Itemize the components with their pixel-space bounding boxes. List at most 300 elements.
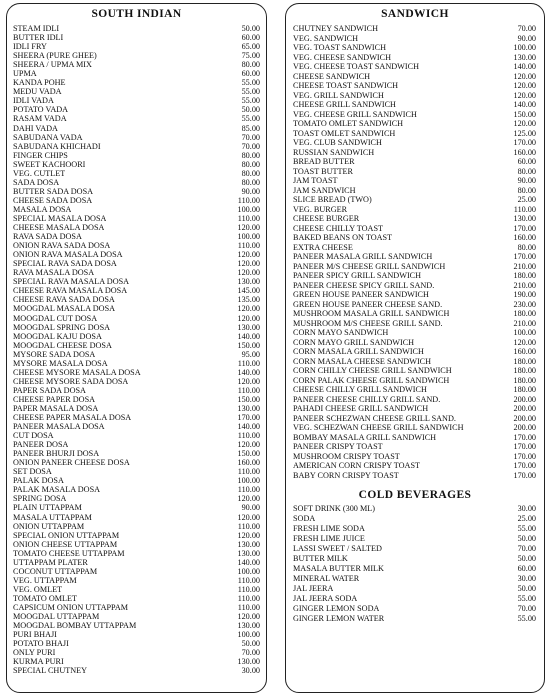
menu-item [13,295,260,304]
menu-item [13,196,260,205]
menu-item [293,574,536,584]
menu-item [293,328,536,338]
menu-item [13,467,260,476]
menu-item-name: VEG. CHEESE TOAST SANDWICH [293,62,420,71]
menu-item [13,187,260,196]
menu-item-price: 140.00 [513,62,536,71]
menu-item [293,385,536,395]
menu-item-price: 150.00 [513,109,536,119]
menu-item-name: VEG. SCHEZWAN CHEESE GRILL SANDWICH [293,423,464,432]
menu-item [293,262,536,272]
menu-item [13,648,260,657]
menu-item-price: 120.00 [513,119,536,128]
menu-item [293,81,536,91]
menu-item-price: 130.00 [237,621,260,631]
menu-item-price: 70.00 [241,648,260,658]
menu-item-price: 60.00 [517,564,536,573]
menu-item-name: BUTTER MILK [293,554,348,563]
menu-item-price: 25.00 [517,195,536,204]
menu-item-price: 120.00 [237,268,260,278]
menu-item [13,395,260,404]
menu-item-price: 50.00 [241,24,260,33]
menu-item-price: 55.00 [241,87,260,97]
menu-item-price: 170.00 [513,252,536,261]
menu-item [293,100,536,110]
menu-item [13,639,260,648]
menu-item [293,395,536,405]
menu-item-price: 80.00 [241,168,260,178]
menu-item-price: 160.00 [513,347,536,356]
menu-item-name: PANEER DOSA [13,440,69,450]
menu-item [293,195,536,205]
menu-item [13,96,260,105]
menu-item [13,449,260,458]
menu-item [13,540,260,549]
menu-item-name: CHEESE SANDWICH [293,71,371,81]
menu-item [293,584,536,594]
menu-item-price: 200.00 [513,394,536,404]
menu-item-name: MYSORE SADA DOSA [13,349,96,359]
menu-item-name: SHEERA / UPMA MIX [13,60,92,70]
menu-item [293,119,536,129]
menu-item-name: PANEER MASALA GRILL SANDWICH [293,252,433,261]
menu-item [13,286,260,295]
menu-item-name: SPECIAL ONION UTTAPPAM [13,530,120,540]
menu-item [293,110,536,120]
menu-item [13,558,260,567]
menu-item-price: 180.00 [513,271,536,280]
menu-item-name: SET DOSA [13,467,52,477]
menu-item-name: PANEER MASALA DOSA [13,422,105,432]
menu-item-price: 170.00 [513,138,536,147]
menu-item [293,186,536,196]
menu-item-price: 230.00 [513,299,536,309]
menu-item [293,319,536,329]
menu-item [13,458,260,467]
menu-item-name: UPMA [13,69,37,79]
menu-item-price: 190.00 [513,290,536,299]
menu-item [13,78,260,87]
menu-item-price: 145.00 [237,286,260,296]
south-indian-heading: SOUTH INDIAN [91,8,182,20]
menu-item-price: 55.00 [241,114,260,124]
menu-item [13,522,260,531]
menu-item [293,554,536,564]
menu-item-name: MOOGDAL CUT DOSA [13,313,98,323]
menu-item-price: 70.00 [241,132,260,142]
menu-item-name: CUT DOSA [13,431,54,441]
menu-item [293,604,536,614]
menu-item [13,621,260,630]
menu-item-name: RAVA SADA DOSA [13,232,82,242]
menu-item [13,603,260,612]
menu-item [293,452,536,462]
menu-item-price: 85.00 [241,123,260,133]
menu-item [13,151,260,160]
menu-item [13,69,260,78]
menu-item-name: ONION CHEESE UTTAPPAM [13,539,118,549]
menu-item-name: SHEERA (PURE GHEE) [13,51,97,61]
menu-item-name: PLAIN UTTAPPAM [13,503,82,513]
menu-item-name: SADA DOSA [13,177,60,187]
menu-item [13,341,260,350]
menu-item-name: CHEESE RAVA SADA DOSA [13,295,115,305]
menu-item-name: ONION PANEER CHEESE DOSA [13,458,130,468]
menu-item-name: TOMATO OMLET [13,593,78,603]
menu-item-name: VEG. CHEESE SANDWICH [293,52,392,62]
menu-item [13,350,260,359]
menu-item [293,376,536,386]
menu-item-price: 120.00 [237,250,260,260]
menu-item [293,157,536,167]
menu-item [13,594,260,603]
menu-item-name: CHEESE CHILLY TOAST [293,223,384,233]
menu-item-name: PAPER MASALA DOSA [13,403,99,413]
menu-item-price: 60.00 [241,69,260,79]
menu-item-name: CHEESE SADA DOSA [13,195,93,205]
menu-item [13,259,260,268]
menu-item-name: PAHADI CHEESE GRILL SANDWICH [293,404,429,413]
menu-item [13,576,260,585]
menu-item [13,567,260,576]
menu-item-price: 120.00 [237,530,260,540]
menu-item-name: AMERICAN CORN CRISPY TOAST [293,461,421,470]
menu-item-name: LASSI SWEET / SALTED [293,544,382,553]
menu-item-name: BAKED BEANS ON TOAST [293,233,393,242]
menu-item-price: 140.00 [237,557,260,567]
menu-item-name: POTATO VADA [13,105,69,115]
menu-item [293,290,536,300]
menu-item [13,531,260,540]
menu-item [293,243,536,253]
menu-item-name: POTATO BHAJI [13,639,69,649]
menu-item-name: MOOGDAL MASALA DOSA [13,304,116,314]
menu-item-name: KURMA PURI [13,657,64,667]
menu-item-name: FINGER CHIPS [13,150,68,160]
menu-item [293,366,536,376]
menu-item-price: 110.00 [237,575,260,585]
menu-item-price: 120.00 [513,337,536,347]
menu-item-price: 110.00 [237,584,260,594]
menu-item [13,386,260,395]
menu-item-price: 60.00 [517,157,536,166]
menu-item [13,612,260,621]
menu-item-name: RASAM VADA [13,114,67,124]
menu-item-name: JAL JEERA SODA [293,594,358,603]
menu-item-price: 140.00 [513,100,536,109]
menu-item [13,105,260,114]
menu-item [293,91,536,101]
menu-item-price: 110.00 [237,485,260,495]
menu-item [13,124,260,133]
menu-item-price: 55.00 [517,614,536,623]
menu-item-name: CHEESE MASALA DOSA [13,223,105,233]
menu-item-name: IDLI FRY [13,42,47,52]
menu-item-price: 200.00 [513,413,536,423]
menu-item [293,534,536,544]
menu-item-price: 90.00 [241,503,260,513]
menu-item-name: CHEESE MYSORE SADA DOSA [13,376,129,386]
menu-item-price: 110.00 [237,358,260,368]
menu-item [293,176,536,186]
menu-item-name: JAL JEERA [293,584,334,593]
menu-item-name: CORN MAYO SANDWICH [293,328,389,337]
menu-item [13,51,260,60]
menu-item-price: 75.00 [241,51,260,61]
menu-item-price: 70.00 [241,141,260,151]
menu-item-price: 210.00 [513,261,536,271]
menu-item-price: 80.00 [517,185,536,195]
menu-item-name: SOFT DRINK (300 ML) [293,504,375,513]
menu-item-name: VEG. TOAST SANDWICH [293,43,387,52]
menu-item-price: 120.00 [237,376,260,386]
menu-item-name: MINERAL WATER [293,574,360,583]
menu-item-name: VEG. BURGER [293,204,348,214]
menu-item-price: 130.00 [237,322,260,332]
menu-item-price: 170.00 [513,461,536,470]
menu-item-name: MOOGDAL UTTAPPAM [13,612,100,622]
menu-item-name: TOMATO OMLET SANDWICH [293,119,404,128]
menu-item-name: MOOGDAL BOMBAY UTTAPPAM [13,621,137,631]
menu-item-name: PALAK DOSA [13,476,64,486]
menu-item [293,564,536,574]
menu-item [293,338,536,348]
menu-item [13,585,260,594]
menu-item-name: CHEESE BURGER [293,214,360,223]
menu-item-name: SWEET KACHOORI [13,159,86,169]
menu-item-name: MASALA BUTTER MILK [293,564,384,573]
menu-item-name: MASALA UTTAPPAM [13,512,92,522]
menu-item-price: 90.00 [517,33,536,43]
menu-item [13,178,260,187]
menu-item-name: PANEER M/S CHEESE GRILL SANDWICH [293,261,446,271]
menu-item-price: 120.00 [237,223,260,233]
menu-item-name: CHEESE CHILLY GRILL SANDWICH [293,385,427,394]
menu-item-name: FRESH LIME JUICE [293,534,365,543]
menu-item-name: CORN PALAK CHEESE GRILL SANDWICH [293,375,450,385]
menu-item [293,614,536,624]
menu-item-name: FRESH LIME SODA [293,524,365,533]
menu-item-price: 160.00 [237,458,260,468]
menu-item-price: 120.00 [513,90,536,100]
menu-item [13,323,260,332]
menu-item [13,42,260,51]
menu-item-name: PAPER SADA DOSA [13,385,86,395]
menu-item [13,440,260,449]
menu-item [13,368,260,377]
menu-item-price: 135.00 [237,295,260,305]
menu-item-price: 125.00 [513,128,536,138]
sandwich-list [286,24,544,480]
menu-item [13,359,260,368]
menu-item-name: CHEESE GRILL SANDWICH [293,100,396,109]
menu-item [13,214,260,223]
menu-item-price: 110.00 [237,213,260,223]
menu-item-name: MOOGDAL KAJU DOSA [13,331,102,341]
menu-item-price: 110.00 [237,195,260,205]
menu-item-price: 80.00 [517,242,536,252]
menu-item-name: CHEESE PAPER DOSA [13,394,96,404]
menu-item [13,33,260,42]
menu-item-name: CORN MAYO GRILL SANDWICH [293,337,415,347]
menu-item-price: 140.00 [237,422,260,432]
menu-item-price: 130.00 [237,403,260,413]
menu-item-name: PALAK MASALA DOSA [13,485,101,495]
menu-item-name: VEG. UTTAPPAM [13,575,77,585]
menu-item-name: ONION UTTAPPAM [13,521,85,531]
menu-item-name: UTTAPPAM PLATER [13,557,88,567]
menu-item [293,138,536,148]
menu-item-price: 110.00 [237,385,260,395]
menu-item-price: 110.00 [237,467,260,477]
menu-item-price: 50.00 [517,584,536,593]
menu-item [13,24,260,33]
menu-item-name: BOMBAY MASALA GRILL SANDWICH [293,432,437,442]
menu-item [13,142,260,151]
menu-item [293,300,536,310]
menu-item-name: SABUDANA KHICHADI [13,141,101,151]
menu-item [13,630,260,639]
menu-item-price: 110.00 [513,204,536,214]
menu-item [293,404,536,414]
menu-item-name: MOOGDAL SPRING DOSA [13,322,111,332]
menu-item [293,524,536,534]
menu-item [293,148,536,158]
menu-item-name: TOMATO CHEESE UTTAPPAM [13,548,125,558]
menu-item-price: 90.00 [517,176,536,185]
menu-item-price: 200.00 [513,404,536,413]
menu-item-price: 170.00 [513,432,536,442]
menu-item-name: PANEER BHURJI DOSA [13,449,100,459]
menu-item [293,233,536,243]
menu-item-price: 130.00 [513,214,536,223]
menu-item-price: 180.00 [513,356,536,366]
menu-item-price: 180.00 [513,385,536,394]
menu-item-price: 150.00 [237,449,260,459]
menu-item-price: 130.00 [513,52,536,62]
menu-item-name: IDLI VADA [13,96,54,106]
menu-item-price: 130.00 [237,657,260,667]
menu-item-price: 100.00 [513,328,536,337]
menu-item [293,433,536,443]
menu-item-price: 70.00 [517,544,536,553]
menu-item-name: JAM SANDWICH [293,185,356,195]
menu-item [293,167,536,177]
menu-item-price: 30.00 [517,504,536,513]
menu-item-price: 110.00 [237,241,260,251]
menu-item-name: VEG. CUTLET [13,168,66,178]
menu-item [13,404,260,413]
menu-item [13,169,260,178]
menu-item-name: CORN MASALA CHEESE SANDWICH [293,356,432,366]
menu-item-price: 55.00 [517,524,536,533]
menu-item [13,232,260,241]
menu-item-name: VEG. GRILL SANDWICH [293,90,384,100]
menu-item-name: RUSSIAN SANDWICH [293,147,375,157]
menu-item-price: 55.00 [241,96,260,106]
menu-item-price: 80.00 [241,159,260,169]
menu-item-name: PANEER CHEESE CHILLY GRILL SAND. [293,394,441,404]
menu-item [13,549,260,558]
menu-item-name: SPECIAL CHUTNEY [13,666,88,676]
menu-item-name: MUSHROOM M/S CHEESE GRILL SAND. [293,318,443,328]
menu-item [293,72,536,82]
menu-item-price: 80.00 [241,60,260,70]
menu-item [293,62,536,72]
menu-item-price: 140.00 [237,331,260,341]
menu-item-price: 170.00 [513,451,536,461]
menu-item [293,414,536,424]
menu-item-name: DAHI VADA [13,123,58,133]
menu-item-name: BABY CORN CRISPY TOAST [293,470,399,480]
menu-item-name: JAM TOAST [293,176,338,185]
menu-item-name: ONLY PURI [13,648,56,658]
menu-item-name: VEG. SANDWICH [293,33,359,43]
menu-item-price: 80.00 [517,166,536,176]
menu-item [13,87,260,96]
menu-item-name: CAPSICUM ONION UTTAPPAM [13,603,129,612]
menu-item [13,413,260,422]
menu-item [293,544,536,554]
menu-item-name: PURI BHAJI [13,630,57,640]
menu-item-price: 50.00 [517,554,536,563]
cold-beverages-list [286,504,544,624]
menu-item [293,271,536,281]
menu-item-name: KANDA POHE [13,78,66,88]
menu-item-price: 50.00 [517,534,536,543]
menu-item-price: 95.00 [241,349,260,359]
menu-item [293,504,536,514]
menu-item [293,471,536,481]
menu-item-price: 130.00 [237,277,260,287]
menu-item-price: 100.00 [237,232,260,242]
menu-item [13,205,260,214]
menu-item-price: 80.00 [241,150,260,160]
menu-item-price: 100.00 [237,566,260,576]
menu-item [13,223,260,232]
menu-item-price: 210.00 [513,280,536,290]
menu-item-name: MEDU VADA [13,87,62,97]
menu-item [13,314,260,323]
menu-item-price: 140.00 [237,367,260,377]
menu-item [293,129,536,139]
menu-item-price: 80.00 [241,177,260,187]
menu-item-price: 60.00 [241,33,260,43]
menu-item [13,476,260,485]
menu-item [293,357,536,367]
menu-item [293,514,536,524]
menu-item [293,423,536,433]
menu-item-name: SPRING DOSA [13,494,67,504]
menu-item [13,494,260,503]
menu-item [293,594,536,604]
menu-item-name: PANEER SCHEZWAN CHEESE GRILL SAND. [293,413,456,423]
menu-item [13,160,260,169]
menu-item-name: TOAST BUTTER [293,166,353,176]
menu-item-price: 70.00 [517,604,536,613]
menu-item-name: COCONUT UTTAPPAM [13,566,98,576]
menu-item-name: SABUDANA VADA [13,132,83,142]
menu-item [13,377,260,386]
menu-item [293,34,536,44]
menu-item-name: GINGER LEMON WATER [293,614,385,623]
menu-item [293,461,536,471]
menu-item-name: CHEESE TOAST SANDWICH [293,81,399,90]
menu-item-name: STEAM IDLI [13,24,60,33]
menu-item-name: ONION RAVA SADA DOSA [13,241,111,251]
menu-item-price: 110.00 [237,603,260,612]
sandwich-heading: SANDWICH [381,8,449,20]
